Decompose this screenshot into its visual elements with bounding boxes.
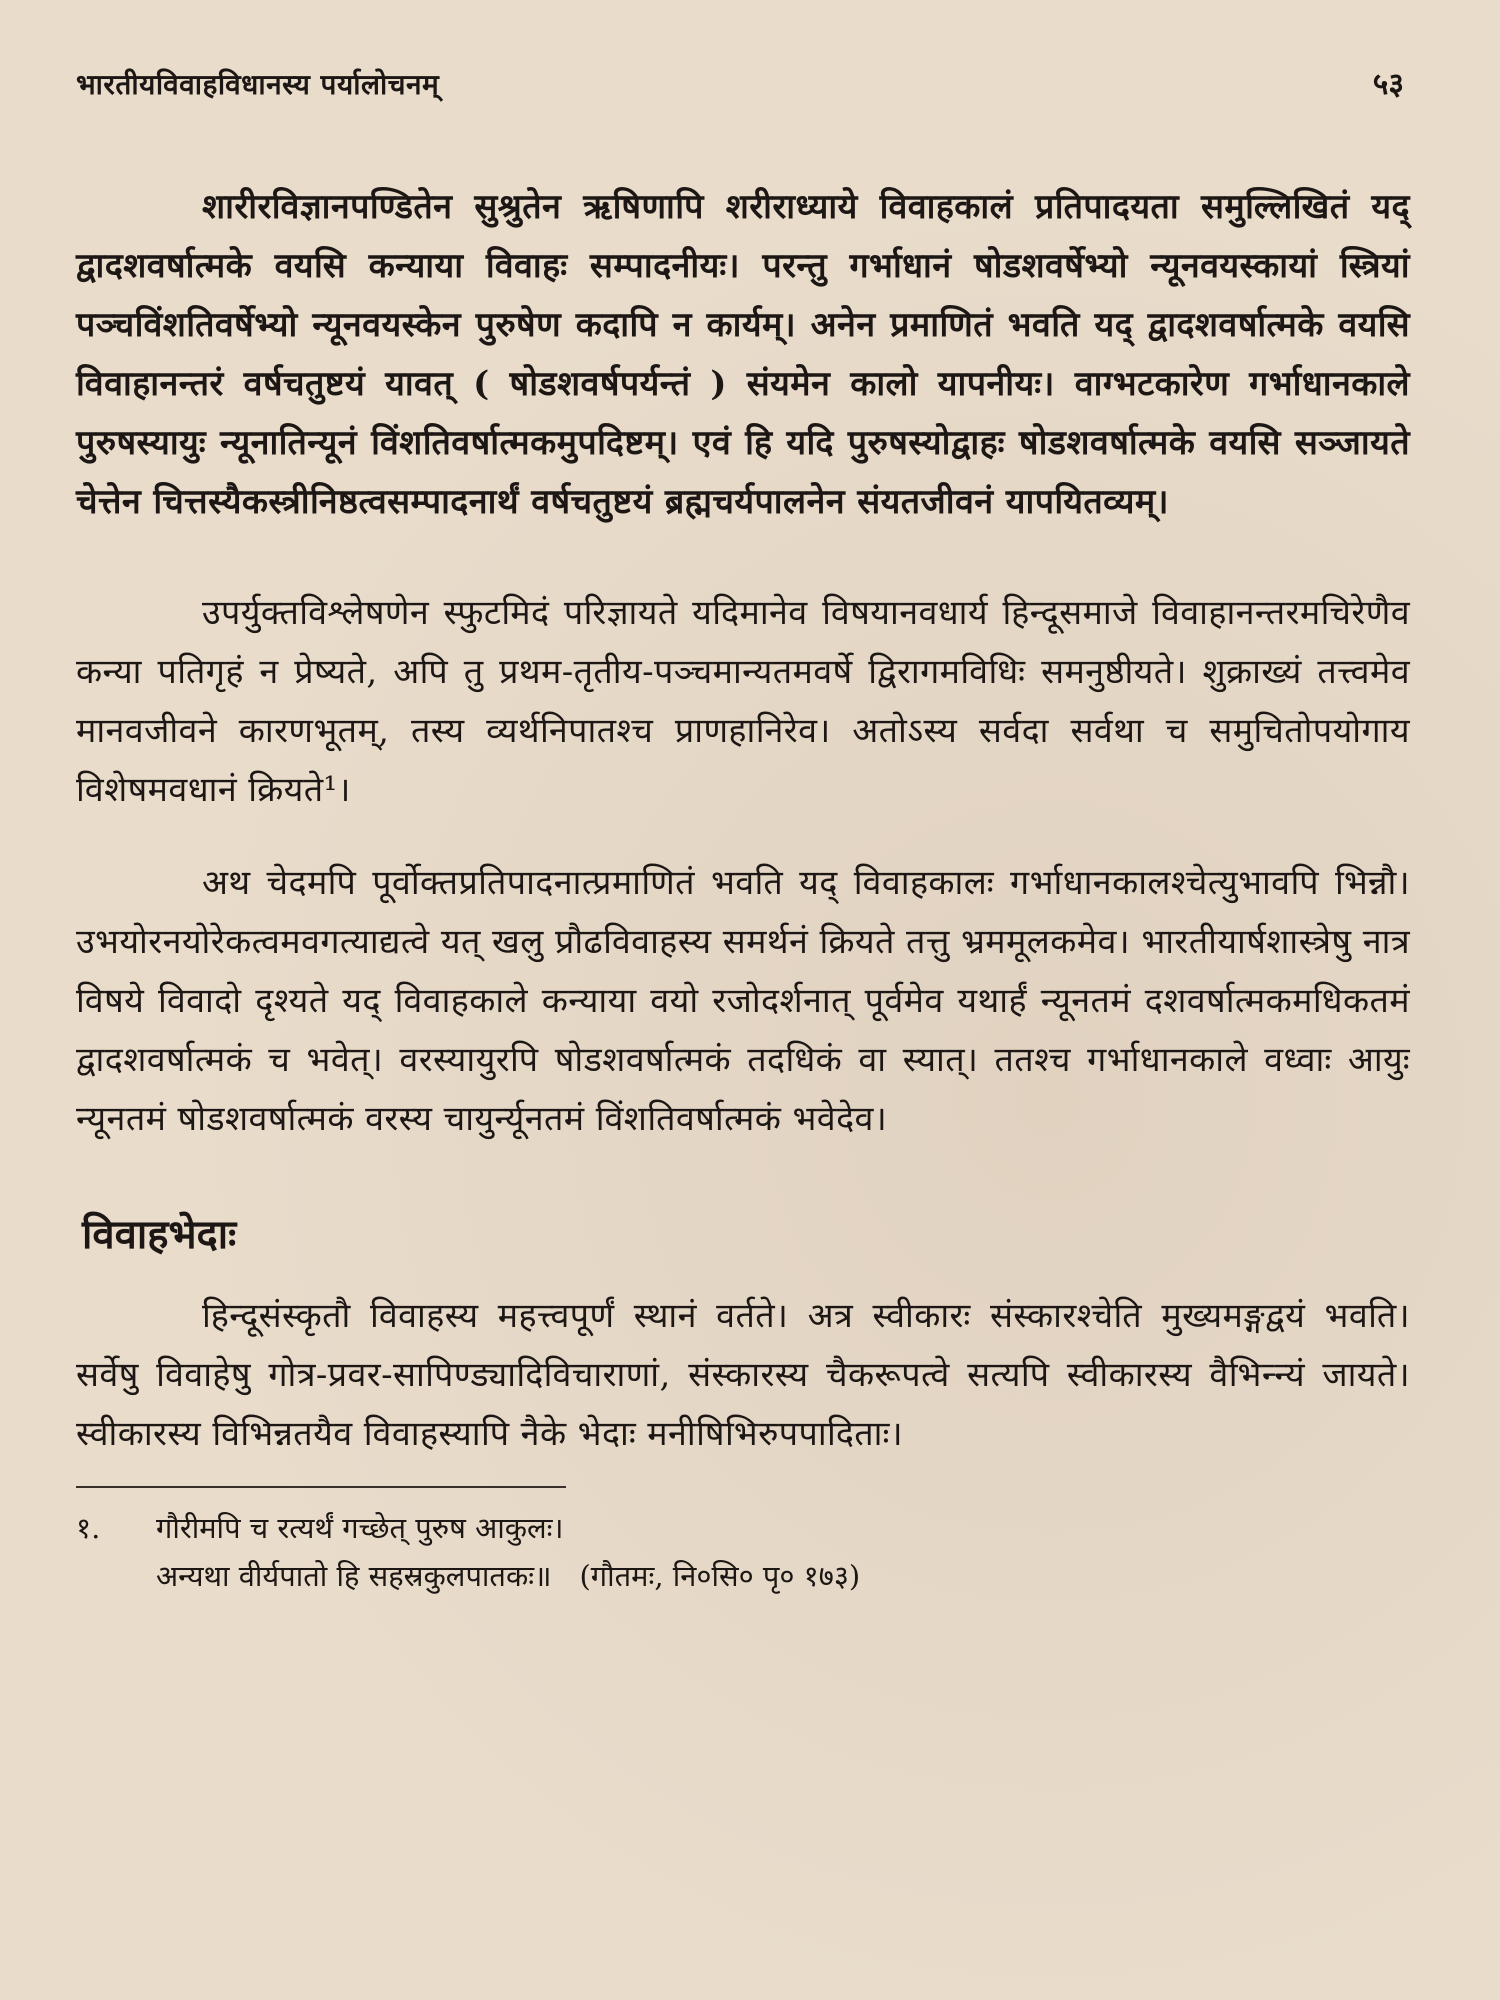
paragraph-sushruta: शारीरविज्ञानपण्डितेन सुश्रुतेन ऋषिणापि शरीराध्याये विवाहकालं प्रतिपादयता समुल्लिखितं यद् द्वादशवर्षात्मके वयसि कन्याया विवाहः सम्पादनीयः। परन्तु गर्भाधानं षोडशवर्षेभ्यो न्यूनवयस्कायां स्त्रियां पञ्चविंशतिवर्षेभ्यो न्यूनवयस्केन पुरुषेण कदापि न कार्यम्। अनेन प्रमाणितं भवति यद् द्वादशवर्षात्मके वयसि विवाहानन्तरं वर्षचतुष्टयं यावत् ( षोडशवर्षपर्यन्तं ) संयमेन कालो यापनीयः। वाग्भटकारेण गर्भाधानकाले पुरुषस्यायुः न्यूनातिन्यूनं विंशतिवर्षात्मकमुपदिष्टम्। एवं हि यदि पुरुषस्योद्वाहः षोडशवर्षात्मके वयसि सञ्जायते चेत्तेन चित्तस्यैकस्त्रीनिष्ठत्वसम्पादनार्थं वर्षचतुष्टयं ब्रह्मचर्यपालनेन संयतजीवनं यापयितव्यम्। <box>76 187 1410 522</box>
footnote-divider <box>76 1486 566 1488</box>
running-title: भारतीयविवाहविधानस्य पर्यालोचनम् <box>76 68 440 101</box>
page-number: ५३ <box>1372 67 1404 102</box>
footnotes <box>76 1504 1410 1600</box>
footnote-line-2: अन्यथा वीर्यपातो हि सहस्रकुलपातकः॥ <box>156 1559 552 1593</box>
footnote-number: १. <box>76 1511 101 1545</box>
footnote-1 <box>76 1504 1410 1600</box>
paragraph-marriage-age: अथ चेदमपि पूर्वोक्तप्रतिपादनात्प्रमाणितं भवति यद् विवाहकालः गर्भाधानकालश्चेत्युभावपि भिन्नौ। उभयोरनयोरेकत्वमवगत्याद्यत्वे यत् खलु प्रौढविवाहस्य समर्थनं क्रियते तत्तु भ्रममूलकमेव। भारतीयार्षशास्त्रेषु नात्र विषये विवादो दृश्यते यद् विवाहकाले कन्याया वयो रजोदर्शनात् पूर्वमेव यथार्हं न्यूनतमं दशवर्षात्मकमधिकतमं द्वादशवर्षात्मकं च भवेत्। वरस्यायुरपि षोडशवर्षात्मकं तदधिकं वा स्यात्। ततश्च गर्भाधानकाले वध्वाः आयुः न्यूनतमं षोडशवर्षात्मकं वरस्य चायुर्न्यूनतमं विंशतिवर्षात्मकं भवेदेव। <box>76 863 1410 1139</box>
footnote-citation: (गौतमः, नि०सि० पृ० १७३) <box>579 1559 861 1593</box>
running-header <box>76 62 1410 108</box>
paragraph-analysis: उपर्युक्तविश्लेषणेन स्फुटमिदं परिज्ञायते यदिमानेव विषयानवधार्य हिन्दूसमाजे विवाहानन्तरमचिरेणैव कन्या पतिगृहं न प्रेष्यते, अपि तु प्रथम-तृतीय-पञ्चमान्यतमवर्षे द्विरागमविधिः समनुष्ठीयते। शुक्राख्यं तत्त्वमेव मानवजीवने कारणभूतम्, तस्य व्यर्थनिपातश्च प्राणहानिरेव। अतोऽस्य सर्वदा सर्वथा च समुचितोपयोगाय विशेषमवधानं क्रियते¹। <box>76 593 1410 810</box>
section-heading: विवाहभेदाः <box>82 1211 237 1258</box>
body-text <box>76 178 1410 1464</box>
paragraph-marriage-types: हिन्दूसंस्कृतौ विवाहस्य महत्त्वपूर्णं स्थानं वर्तते। अत्र स्वीकारः संस्कारश्चेति मुख्यमङ्गद्वयं भवति। सर्वेषु विवाहेषु गोत्र-प्रवर-सापिण्ड्यादिविचाराणां, संस्कारस्य चैकरूपत्वे सत्यपि स्वीकारस्य वैभिन्न्यं जायते। स्वीकारस्य विभिन्नतयैव विवाहस्यापि नैके भेदाः मनीषिभिरुपपादिताः। <box>76 1296 1410 1454</box>
footnote-line-1: गौरीमपि च रत्यर्थं गच्छेत् पुरुष आकुलः। <box>156 1511 564 1545</box>
